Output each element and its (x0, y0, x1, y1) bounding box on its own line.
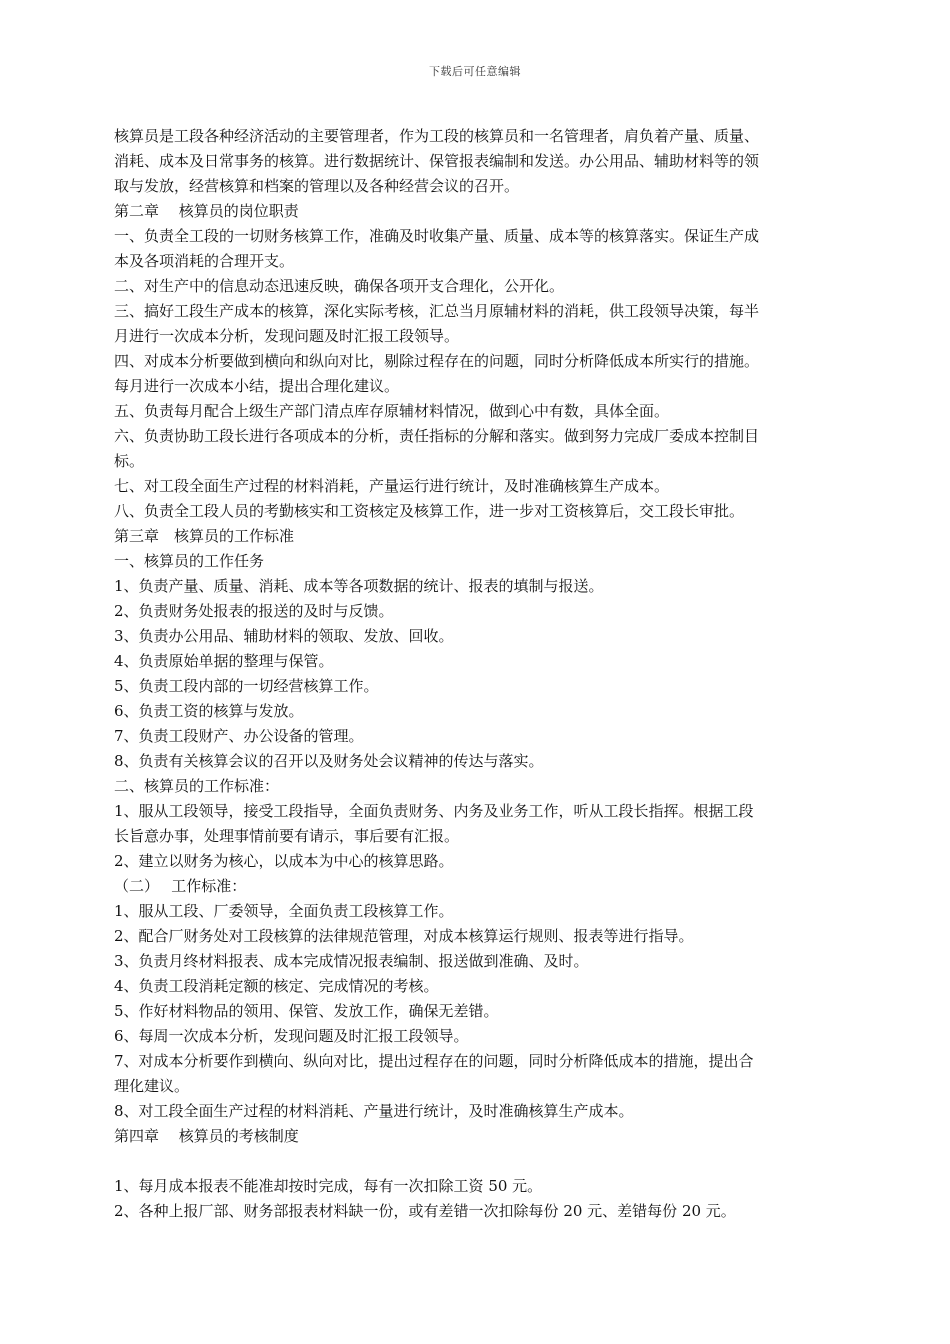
document-body (114, 124, 850, 1224)
page-header: 下载后可任意编辑 (429, 65, 521, 78)
text-line: 2、各种上报厂部、财务部报表材料缺一份，或有差错一次扣除每份 20 元、差错每份 20 元。 (114, 1202, 736, 1220)
text-line: 7、对成本分析要作到横向、纵向对比，提出过程存在的问题，同时分析降低成本的措施，提出合 (114, 1052, 754, 1070)
text-line: 七、对工段全面生产过程的材料消耗，产量运行进行统计，及时准确核算生产成本。 (114, 477, 670, 495)
text-line: 取与发放，经营核算和档案的管理以及各种经营会议的召开。 (114, 177, 520, 195)
text-line: 8、负责有关核算会议的召开以及财务处会议精神的传达与落实。 (114, 752, 544, 770)
text-line: 1、服从工段领导，接受工段指导，全面负责财务、内务及业务工作，听从工段长指挥。根据工段 (114, 802, 754, 820)
text-line: 2、建立以财务为核心，以成本为中心的核算思路。 (114, 852, 454, 870)
text-line: 1、每月成本报表不能准却按时完成，每有一次扣除工资 50 元。 (114, 1177, 543, 1195)
text-line: 7、负责工段财产、办公设备的管理。 (114, 727, 364, 745)
text-line: 4、负责工段消耗定额的核定、完成情况的考核。 (114, 977, 439, 995)
text-line: 长旨意办事，处理事情前要有请示，事后要有汇报。 (114, 827, 460, 845)
text-line: 五、负责每月配合上级生产部门清点库存原辅材料情况，做到心中有数，具体全面。 (114, 402, 670, 420)
text-line: 第三章 核算员的工作标准 (114, 527, 295, 545)
text-line: 3、负责办公用品、辅助材料的领取、发放、回收。 (114, 627, 454, 645)
text-line: 1、负责产量、质量、消耗、成本等各项数据的统计、报表的填制与报送。 (114, 577, 604, 595)
text-line: 6、负责工资的核算与发放。 (114, 702, 304, 720)
text-line: 第二章 核算员的岗位职责 (114, 202, 299, 220)
text-line: 8、对工段全面生产过程的材料消耗、产量进行统计，及时准确核算生产成本。 (114, 1102, 634, 1120)
text-line: 5、负责工段内部的一切经营核算工作。 (114, 677, 379, 695)
text-line: 5、作好材料物品的领用、保管、发放工作，确保无差错。 (114, 1002, 499, 1020)
text-line: 本及各项消耗的合理开支。 (114, 252, 295, 270)
text-line: 四、对成本分析要做到横向和纵向对比，剔除过程存在的问题，同时分析降低成本所实行的措施。 (114, 352, 760, 370)
text-line: 第四章 核算员的考核制度 (114, 1127, 299, 1145)
text-line: 每月进行一次成本小结，提出合理化建议。 (114, 377, 400, 395)
text-line: 六、负责协助工段长进行各项成本的分析，责任指标的分解和落实。做到努力完成厂委成本控制目 (114, 427, 760, 445)
text-line: 1、服从工段、厂委领导，全面负责工段核算工作。 (114, 902, 454, 920)
text-line: 三、搞好工段生产成本的核算，深化实际考核，汇总当月原辅材料的消耗，供工段领导决策，每半 (114, 302, 760, 320)
text-line: 理化建议。 (114, 1077, 190, 1095)
blank-line (114, 1149, 850, 1174)
text-line: 4、负责原始单据的整理与保管。 (114, 652, 334, 670)
text-line: 6、每周一次成本分析，发现问题及时汇报工段领导。 (114, 1027, 469, 1045)
text-line: 八、负责全工段人员的考勤核实和工资核定及核算工作，进一步对工资核算后，交工段长审批。 (114, 502, 745, 520)
text-line: 标。 (114, 452, 145, 470)
text-line: 2、负责财务处报表的报送的及时与反馈。 (114, 602, 394, 620)
text-line: 一、负责全工段的一切财务核算工作，准确及时收集产量、质量、成本等的核算落实。保证生产成 (114, 227, 760, 245)
text-line: 月进行一次成本分析，发现问题及时汇报工段领导。 (114, 327, 460, 345)
text-line: 二、核算员的工作标准： (114, 777, 280, 795)
text-line: 一、核算员的工作任务 (114, 552, 265, 570)
text-line: 核算员是工段各种经济活动的主要管理者，作为工段的核算员和一名管理者，肩负着产量、质量、 (114, 127, 760, 145)
text-line: 2、配合厂财务处对工段核算的法律规范管理，对成本核算运行规则、报表等进行指导。 (114, 927, 694, 945)
text-line: 二、对生产中的信息动态迅速反映，确保各项开支合理化，公开化。 (114, 277, 565, 295)
text-line: 消耗、成本及日常事务的核算。进行数据统计、保管报表编制和发送。办公用品、辅助材料等的领 (114, 152, 760, 170)
text-line: （二） 工作标准： (114, 877, 247, 895)
text-line: 3、负责月终材料报表、成本完成情况报表编制、报送做到准确、及时。 (114, 952, 589, 970)
